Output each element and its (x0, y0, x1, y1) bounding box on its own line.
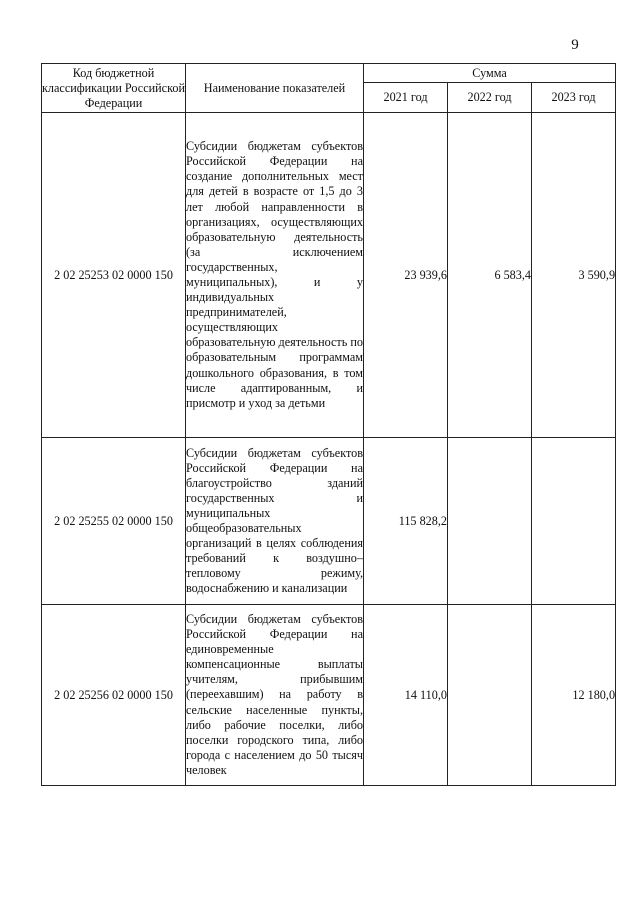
header-sum: Сумма (364, 64, 616, 83)
budget-table (41, 63, 616, 786)
row-amount-2022: 6 583,4 (448, 113, 532, 438)
row-amount-2021: 23 939,6 (364, 113, 448, 438)
row-amount-2023: 12 180,0 (532, 605, 616, 786)
header-year-2022: 2022 год (448, 83, 532, 113)
header-year-2023: 2023 год (532, 83, 616, 113)
row-amount-2021: 14 110,0 (364, 605, 448, 786)
table-row (42, 605, 616, 786)
row-amount-2022 (448, 605, 532, 786)
row-name: Субсидии бюджетам субъектов Российской Федерации на создание дополнительных мест для детей в возрасте от 1,5 до 3 лет любой направленности в организациях, осуществляющих образовательную деятельность (за исключением государственных, муниципальных), и у индивидуальных предпринимателей, осуществляющих образовательную деятельность по образовательным программам дошкольного образования, в том числе адаптированным, и присмотр и уход за детьми (186, 113, 364, 438)
row-amount-2023 (532, 438, 616, 605)
table-row (42, 438, 616, 605)
header-name: Наименование показателей (186, 64, 364, 113)
page-number: 9 (571, 37, 579, 53)
row-amount-2023: 3 590,9 (532, 113, 616, 438)
row-name: Субсидии бюджетам субъектов Российской Федерации на благоустройство зданий государственных и муниципальных общеобразовательных организаций в целях соблюдения требований к воздушно–тепловому режиму, водоснабжению и канализации (186, 438, 364, 605)
row-name: Субсидии бюджетам субъектов Российской Федерации на единовременные компенсационные выплаты учителям, прибывшим (переехавшим) на работу в сельские населенные пункты, либо рабочие поселки, либо поселки городского типа, либо города с населением до 50 тысяч человек (186, 605, 364, 786)
row-amount-2021: 115 828,2 (364, 438, 448, 605)
row-code: 2 02 25256 02 0000 150 (42, 605, 186, 786)
row-code: 2 02 25253 02 0000 150 (42, 113, 186, 438)
table-row (42, 113, 616, 438)
header-code: Код бюджетной классификации Российской Федерации (42, 64, 186, 113)
row-code: 2 02 25255 02 0000 150 (42, 438, 186, 605)
header-year-2021: 2021 год (364, 83, 448, 113)
row-amount-2022 (448, 438, 532, 605)
